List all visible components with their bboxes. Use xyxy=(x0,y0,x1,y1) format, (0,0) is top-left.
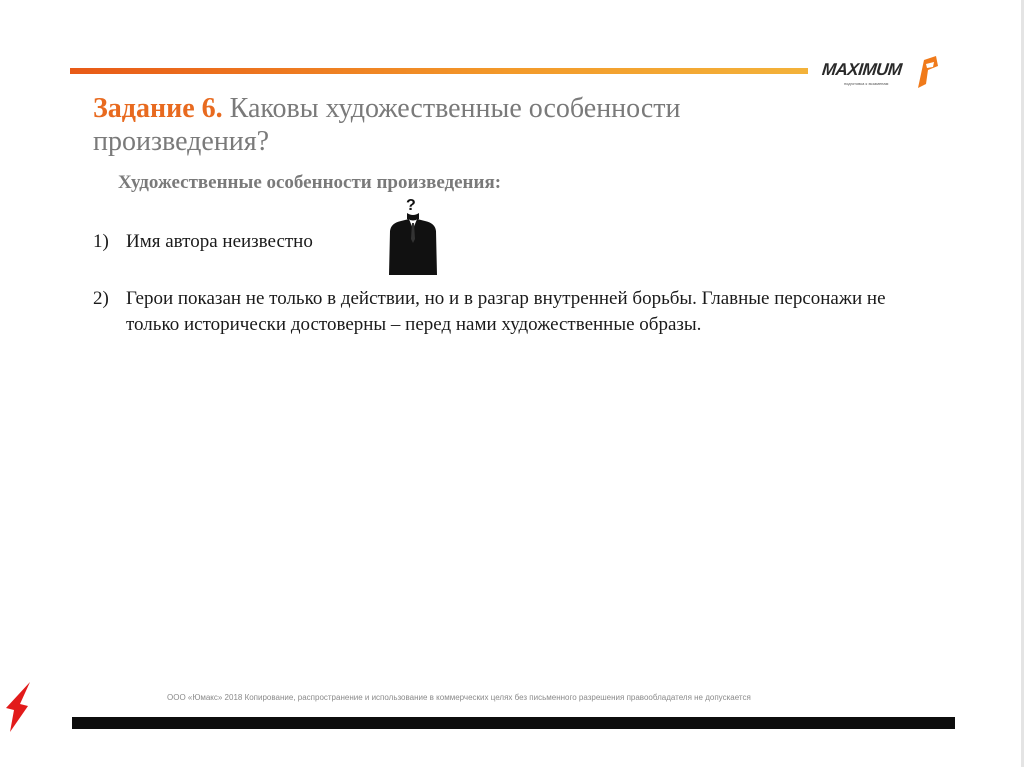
copyright-footer: ООО «Юмакс» 2018 Копирование, распространение и использование в коммерческих целях без письменного разрешения правообладателя не допускается xyxy=(167,693,751,702)
anonymous-person-question-icon xyxy=(385,195,441,277)
top-accent-bar xyxy=(70,68,808,74)
list-item-text: Герои показан не только в действии, но и в разгар внутренней борьбы. Главные персонажи не только исторически достоверны – перед нами художественные образы. xyxy=(126,288,886,335)
logo-name: MAXIMUM xyxy=(821,60,903,79)
title-task-number: Задание 6. xyxy=(93,93,223,124)
maximum-logo xyxy=(822,54,940,92)
red-arrow-icon xyxy=(0,680,34,736)
svg-text:?: ? xyxy=(406,197,416,214)
maximum-logo-mark-icon xyxy=(914,54,940,90)
list-item-number: 1) xyxy=(93,231,109,252)
subtitle: Художественные особенности произведения: xyxy=(118,172,502,193)
list-item-text: Имя автора неизвестно xyxy=(126,231,313,252)
title-question: Каковы художественные особенности произведения? xyxy=(93,93,681,157)
page-title xyxy=(93,92,813,158)
logo-tagline: подготовка к экзаменам xyxy=(844,81,889,86)
list-item-number: 2) xyxy=(93,288,109,309)
list-item xyxy=(93,229,313,255)
bottom-bar xyxy=(72,717,955,729)
